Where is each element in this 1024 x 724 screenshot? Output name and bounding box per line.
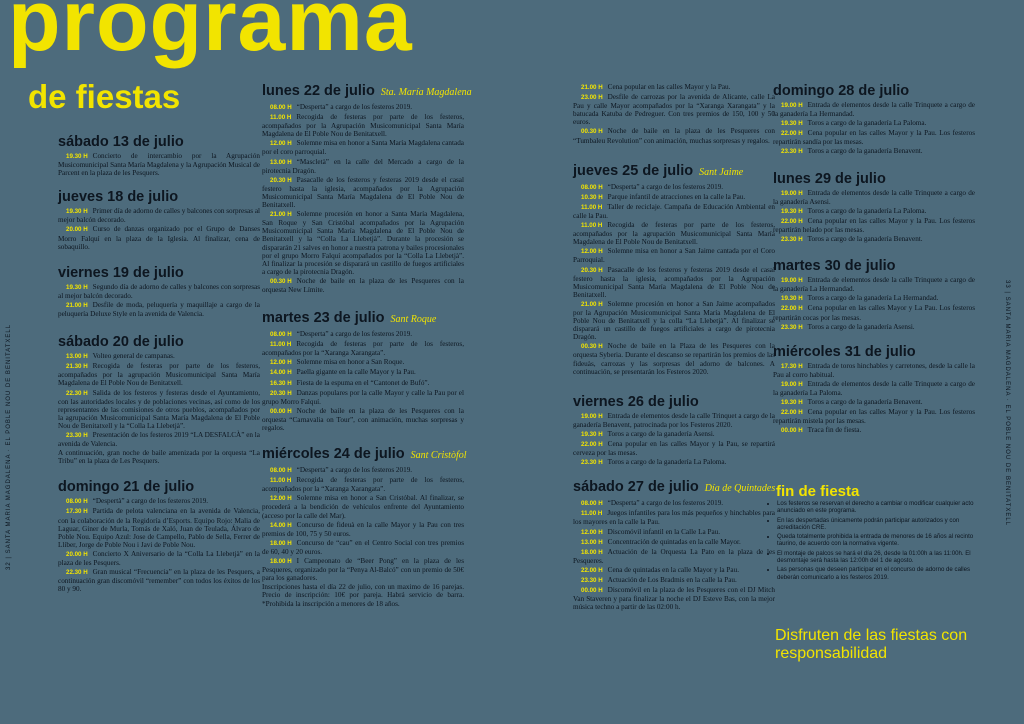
event-item [262,368,464,377]
event-time: 21.00 H [581,300,603,308]
schedule-column-3 [573,83,775,612]
event-time: 23.30 H [781,323,803,331]
page-title: programa [8,0,413,69]
event-time: 22.30 H [66,569,88,577]
event-time: 14.00 H [270,521,292,529]
event-time: 19.30 H [581,430,603,438]
event-item [573,528,775,537]
event-item [773,129,975,146]
fin-item: • En las despertadas únicamente podrán participar autorizados y con acreditación CRE. [777,517,977,532]
event-item [573,548,775,565]
event-text: Segundo día de adorno de calles y balcones con sorpresas al mejor balcón decorado. [58,282,260,300]
event-time: 19.00 H [781,277,803,285]
event-text: Entrada de elementos desde la calle Trinquete a cargo de la ganadería La Paloma. [773,379,975,397]
day-section [573,479,775,611]
event-text: Recogida de festeras por parte de los festeros, acompañados por la “Xaranga Xarangata”. [262,476,464,494]
day-note: A continuación, gran noche de baile amenizada por la orquesta “La Tribu” en la plaza de Les Pesquers. [58,449,260,466]
event-time: 20.30 H [581,266,603,274]
event-text: Toros a cargo de la ganadería La Paloma. [807,119,927,128]
event-text: Cena popular en las calles Mayor y la Pau. [607,83,731,91]
day-title-text: domingo 21 de julio [58,479,195,496]
day-section [58,479,260,593]
event-item [262,210,464,276]
event-time: 11.00 H [270,477,292,485]
event-time: 19.30 H [781,399,803,407]
event-item [58,507,260,548]
day-title-text: sábado 27 de julio [573,479,699,496]
left-margin-text: 32 | SANTA MARIA MAGDALENA · EL POBLE NOU DE BENITATXELL [6,323,12,570]
event-text: Toros a cargo de la ganadería La Paloma. [607,458,727,467]
event-item [58,152,260,177]
event-item [262,139,464,156]
event-text: Taller de reciclaje. Campaña de Educación Ambiental en calle la Pau. [573,202,775,220]
event-text: Solemne procesión en honor a Santa María Magdalena, San Roque y San Cristóbal acompañados por la Agrupación Musicomunicipal Santa María Magdalena de El Poble Nou de Benitatxell y la “Colla La Llebetjà”. Durante la procesión se dispararán 21 salves en honor a nuestra patrona y bailes procesionales por el grupo Morro Falquí acompañados por la “Colla La Llebetjà”. Al finalizar la procesión se disparará un castillo de fuegos artificiales a cargo de la pirotecnia Dragón. [262,210,464,276]
fin-de-fiesta-title: fin de fiesta [776,483,860,500]
event-time: 18.00 H [270,558,292,566]
day-section [58,189,260,250]
event-item [58,550,260,567]
day-title [773,258,975,274]
day-title-text: lunes 22 de julio [262,83,375,99]
event-item [773,426,975,435]
event-item [262,466,464,475]
schedule-column-1 [58,134,260,594]
day-title-text: domingo 28 de julio [773,83,910,99]
saint-name: Sant Jaime [699,166,744,178]
day-title-text: martes 23 de julio [262,310,385,327]
event-text: “Desperta” a cargo de los festeros 2019. [607,499,724,508]
event-text: Primer día de adorno de calles y balcones con sorpresas al mejor balcón decorado. [58,207,260,225]
event-item [58,568,260,593]
schedule-column-4 [773,83,975,436]
day-title-text: sábado 20 de julio [58,334,184,351]
event-text: Solemne misa en honor a San Cristóbal. Al finalizar, se procederá a la bendición de vehículos enfrente del Ayuntamiento (acceso por la calle del Mar). [262,494,464,520]
page-subtitle: de fiestas [28,78,181,115]
event-item [58,431,260,448]
event-item [573,266,775,299]
event-time: 22.00 H [581,441,603,448]
event-text: Discomóvil en la plaza de les Pesqueres con el DJ Mitch Van Staveren y para finalizar la noche el DJ Esteve Bas, con la mejor música techno a partir de las 02:00 h. [573,586,775,612]
fin-item: • Los festeros se reservan el derecho a cambiar o modificar cualquier acto anunciado en este programa. [777,500,977,515]
event-item [262,379,464,388]
day-title-text: jueves 18 de julio [58,189,179,206]
schedule-column-2 [262,83,472,609]
right-margin-text: 33 | SANTA MARIA MAGDALENA · EL POBLE NOU DE BENITATXELL [1004,280,1010,527]
event-text: Concierto de intercambio por la Agrupación Musicomunicipal Santa María Magdalena y la Agrupación Musical de Parcent en la plaza de les Pesquers. [58,152,260,178]
event-item [773,304,975,321]
event-time: 20.00 H [66,226,88,234]
event-time: 19.30 H [66,208,88,216]
event-text: Recogida de festeras por parte de los festeros, acompañados por la “Xaranga Xarangata”. [262,340,464,358]
event-text: Entrada de elementos desde la calle Trinquete a cargo de la ganadería La Hermandad. [773,101,975,119]
event-time: 08.00 H [66,498,88,506]
event-item [573,509,775,526]
day-section [573,163,775,376]
day-section [58,265,260,318]
day-title [573,479,775,497]
event-text: Salida de los festeros y festeras desde el Ayuntamiento, con las autoridades locales y de poblaciones vecinas, así como de los representantes de las comisiones de otros pueblos, acompañados por la agrupación Musicomunicipal Santa María Magdalena de El Poble Nou de Benitatxell y la “Colla La Llebetjà”. [58,388,260,430]
event-item [262,340,464,357]
saint-name: Sta. María Magdalena [380,87,472,98]
event-item [573,458,775,467]
event-text: Recogida de festeras por parte de los festeros, acompañados por la agrupación Musicomunicipal Santa María Magdalena de El Poble Nou de Benitatxell. [573,221,775,247]
event-item [573,440,775,457]
day-section [573,83,775,145]
day-title-text: martes 30 de julio [773,258,896,275]
day-title [58,479,260,495]
event-item [573,499,775,508]
event-item [773,276,975,293]
day-title [773,83,975,99]
event-text: Desfile de moda, peluquería y maquillaje a cargo de la peluquería Deluxe Style en la avenida de Valencia. [58,300,260,319]
event-text: Actuación de Los Bradmis en la calle la Pau. [607,576,737,585]
event-text: Cena popular en las calles Mayor y la Pau. Los festeros repartirán sandía por las mesas. [773,129,975,147]
event-time: 23.30 H [581,577,603,585]
event-item [262,330,464,339]
day-section [773,344,975,436]
saint-name: Día de Quintades [704,483,776,495]
day-title [773,171,975,187]
event-time: 19.00 H [581,412,603,420]
event-time: 12.00 H [270,359,292,367]
fin-item: • El montaje de palcos se hará el día 26, desde la 01:00h a las 11:00h. El desmontaje será hasta las 12:00h del 1 de agosto. [777,550,977,565]
event-text: Solemne misa en honor a Santa María Magdalena cantada por el coro parroquial. [262,139,464,157]
event-time: 08.00 H [270,104,292,111]
event-text: Entrada de elementos desde la calle Trinquete a cargo de la ganadería La Hermandad. [773,276,975,294]
event-item [773,101,975,118]
day-section [262,446,467,608]
day-title-text: viernes 26 de julio [573,393,699,410]
event-text: Recogida de festeras por parte de los festeros, acompañados por la Agrupación Musicomunicipal Santa María Magdalena de El Poble Nou de Benitatxell. [262,113,464,139]
event-time: 13.00 H [270,158,292,166]
event-text: Curso de danzas organizado por el Grupo de Danses Morro Falquí en la plaza de la Iglesia. Al finalizar, cena de sobaquillo. [58,225,260,251]
day-section [773,258,975,332]
day-title [773,344,975,360]
event-time: 08.00 H [270,467,292,475]
event-text: Concurso de fideuà en la calle Mayor y la Pau con tres premios de 100, 75 y 50 euros. [262,520,464,538]
event-time: 19.30 H [781,295,803,303]
event-time: 13.00 H [66,353,88,361]
event-time: 23.30 H [781,148,803,156]
event-text: Toros a cargo de la ganadería Benavent. [807,147,923,156]
event-text: Parque infantil de atracciones en la calle la Pau. [607,192,746,201]
event-item [58,225,260,250]
event-text: Toros a cargo de la ganadería Asensi. [607,429,715,438]
day-section [58,134,260,177]
event-text: Gran musical “Frecuencia” en la plaza de les Pesquers, a continuación gran discomóvil “remember” con todos los éxitos de los 80 y 90. [58,568,260,594]
day-title [262,83,472,101]
day-section [262,83,472,294]
event-item [58,497,260,506]
event-item [262,521,464,538]
fin-de-fiesta-list [768,500,977,583]
fin-item: • Queda totalmente prohibida la entrada de menores de 16 años al recinto taurino, de acuerdo con la normativa vigente. [777,533,977,548]
event-item [262,557,464,582]
event-time: 21.00 H [66,301,88,309]
day-title [58,134,260,150]
event-text: Actuación de la Orquesta La Pato en la plaza de les Pesqueres. [573,547,775,565]
event-text: Toros a cargo de la ganadería La Paloma. [807,206,927,215]
event-time: 11.00 H [270,341,292,349]
day-title [58,265,260,281]
event-time: 00.00 H [270,407,292,415]
event-item [58,207,260,224]
event-time: 23.00 H [581,94,603,102]
event-time: 18.00 H [270,539,292,547]
event-time: 11.00 H [581,222,603,230]
day-section [58,334,260,465]
event-item [573,221,775,246]
event-time: 19.30 H [66,283,88,291]
event-text: Recogida de festeras por parte de los festeros, acompañados por la agrupación Musicomunicipal Santa María Magdalena de El Poble Nou de Benitatxell. [58,362,260,388]
event-time: 19.00 H [781,102,803,109]
day-title-text: jueves 25 de julio [573,162,694,179]
event-item [262,539,464,556]
day-title [573,394,775,410]
event-item [262,494,464,519]
event-text: “Desperta” a cargo de los festeros 2019. [296,466,413,475]
event-text: “Desperta” a cargo de los festeros 2019. [296,330,413,339]
event-time: 08.00 H [581,500,603,508]
event-text: Discomóvil infantil en la Calle La Pau. [607,527,721,536]
event-text: “Mascletà” en la calle del Mercado a cargo de la pirotecnia Dragón. [262,157,464,175]
day-title [58,334,260,350]
event-item [773,398,975,407]
event-text: Paella gigante en la calle Mayor y la Pau. [296,368,416,377]
event-item [573,83,775,92]
event-time: 20.30 H [270,176,292,184]
event-item [573,538,775,547]
event-text: Volteo general de campanas. [92,352,175,361]
event-item [573,247,775,264]
event-item [573,193,775,202]
event-item [573,430,775,439]
event-time: 17.30 H [781,362,803,370]
day-title-text: miércoles 31 de julio [773,343,916,360]
event-item [773,380,975,397]
event-text: Solemne procesión en honor a San Jaime acompañados por la Agrupación Musicomunicipal Santa María Magdalena de El Poble Nou de Benitatxell y la colla “La Llebetjà”. Al finalizar se disparará un castillo de fuegos artificiales a cargo de pirotecnia Dragón. [573,299,775,342]
event-text: Partida de pelota valenciana en la avenida de Valencia, con la colaboración de la Regidoría d’Esports. Equipo Rojo: Malia de Laguar, Giner de Murla, Tomás de Xaló, Juan de Teulada, Álvaro de Poble Nou. Equipo Azul: Jose de Campello, Pablo de Sella, Ferrer de Llíber, Jorge de Poble Nou i Javi de Poble Nou. [58,507,260,549]
event-text: Desfile de carrozas por la avenida de Alicante, calle La Pau y calle Mayor acompañados por la “Xaranga Xarangata” y la batucada Katuba de Pedreguer. Con tres premios de 150, 100 y 50 euros. [573,93,775,127]
event-time: 13.00 H [581,538,603,546]
event-text: “Desperta” a cargo de los festeros 2019. [296,103,413,111]
event-time: 23.30 H [781,236,803,244]
event-text: Cena popular en las calles Mayor y la Pau, se repartirá cerveza por las mesas. [573,440,775,458]
event-time: 17.30 H [66,508,88,516]
event-text: Toros a cargo de la ganadería Asensi. [807,322,915,331]
event-item [573,183,775,192]
event-item [773,235,975,244]
event-item [573,576,775,585]
event-time: 14.00 H [270,369,292,377]
event-item [58,362,260,387]
event-text: Toros a cargo de la ganadería La Hermandad. [807,294,939,303]
closing-message: Disfruten de las fiestas con responsabilidad [775,627,968,662]
event-item [573,412,775,429]
event-text: Concurso de “cau” en el Centro Social con tres premios de 60, 40 y 20 euros. [262,538,464,556]
event-text: Cena popular en las calles Mayor y La Pau. Los festeros repartirán cocas por las mesas. [773,304,975,322]
event-item [262,389,464,406]
event-text: Noche de baile en la plaza de les Pesqueres con la orquesta “Carnavalia on Tour”, con animación, muchas sorpresas y regalos. [262,406,464,432]
event-item [58,301,260,318]
event-item [773,294,975,303]
event-time: 22.00 H [781,130,803,138]
event-time: 19.30 H [781,207,803,215]
event-time: 00.30 H [581,128,603,136]
event-text: Concierto X Aniversario de la “Colla La Llebetjà” en la plaza de les Pesquers. [58,549,260,567]
event-text: Toros a cargo de la ganadería Benavent. [807,398,923,407]
day-title-text: lunes 29 de julio [773,170,886,187]
event-item [773,147,975,156]
event-text: Solemne misa en honor a San Roque. [296,358,405,367]
event-time: 19.00 H [781,380,803,388]
day-title [262,310,464,328]
event-time: 20.00 H [66,550,88,558]
event-time: 19.30 H [781,120,803,128]
event-text: “Despertà” a cargo de los festeros 2019. [92,497,209,506]
event-time: 20.30 H [270,389,292,397]
event-text: “Desperta” a cargo de los festeros 2019. [607,182,724,191]
event-text: Entrada de elementos desde la calle Trinquete a cargo de la ganadería Asensi. [773,188,975,206]
event-text: Pasacalle de los festeros y festeras 2019 desde el casal festero hasta la iglesia, acompañados por la Agrupación Musicomunicipal Santa María Magdalena de El Poble Nou de Benitatxell. [573,265,775,299]
event-text: Cena popular en las calles Mayor y la Pau. Los festeros repartirán mistela por las mesas. [773,408,975,426]
event-item [573,300,775,341]
day-section [573,394,775,468]
event-item [773,119,975,128]
event-item [573,566,775,575]
day-title [58,189,260,205]
day-title [262,446,467,464]
event-time: 21.00 H [270,211,292,219]
event-text: Noche de baile en la plaza de les Pesqueres con la orquesta New Límite. [262,276,464,294]
event-item [262,476,464,493]
event-time: 23.30 H [66,431,88,439]
day-title-text: viernes 19 de julio [58,264,184,281]
event-time: 12.00 H [270,140,292,148]
event-time: 00.00 H [781,427,803,435]
event-item [573,93,775,126]
event-time: 00.30 H [270,277,292,285]
event-text: Solemne misa en honor a San Jaime cantada por el Coro Parroquial. [573,247,775,265]
event-time: 23.30 H [581,459,603,467]
event-time: 22.00 H [781,409,803,417]
event-time: 22.00 H [781,217,803,225]
event-item [773,207,975,216]
event-text: Entrada de toros hinchables y carretones, desde la calle la Pau al corro habitual. [773,361,975,379]
event-item [58,352,260,361]
event-item [773,189,975,206]
event-time: 19.30 H [66,153,88,160]
event-item [573,342,775,375]
event-time: 00.00 H [581,587,603,595]
event-item [58,389,260,430]
day-section [773,171,975,245]
event-text: Fiesta de la espuma en el “Cantonet de Bufó”. [296,378,430,387]
event-item [773,408,975,425]
event-item [262,158,464,175]
saint-name: Sant Cristòfol [410,450,467,462]
event-time: 12.00 H [581,248,603,256]
saint-name: Sant Roque [390,314,437,326]
event-item [262,277,464,294]
event-time: 12.00 H [270,495,292,503]
event-time: 16.30 H [270,379,292,387]
event-time: 18.00 H [581,548,603,556]
fin-item: • Las personas que deseen participar en el concurso de adorno de calles deberán comunicarlo a los festeros 2019. [777,566,977,581]
event-item [773,217,975,234]
event-text: I Campeonato de “Beer Pong” en la plaza de les Pesqueres, organizado por la “Penya Al-Balcó” con un premio de 50€ para los ganadores. [262,557,464,583]
event-text: Danzas populares por la calle Mayor y calle la Pau por el grupo Morro Falquí. [262,388,464,406]
event-time: 21.00 H [581,84,603,91]
event-item [773,362,975,379]
day-section [262,310,464,432]
event-time: 11.00 H [581,510,603,518]
event-item [58,283,260,300]
event-text: Toros a cargo de la ganadería Benavent. [807,235,923,244]
event-item [573,127,775,144]
event-text: Entrada de elementos desde la calle Trinquet a cargo de la ganadería Benavent, patrocinada por los Festeros 2020. [573,411,775,429]
event-item [262,407,464,432]
event-text: Presentación de los festeros 2019 “LA DESFALCÀ” en la avenida de Valencia. [58,430,260,449]
day-title [573,163,775,181]
event-time: 12.00 H [581,528,603,536]
event-time: 19.00 H [781,189,803,197]
event-time: 00.30 H [581,343,603,351]
event-text: Juegos infantiles para los más pequeños y hinchables para los mayores en la calle la Pau. [573,509,775,527]
day-note: Inscripciones hasta el día 22 de julio, con un maximo de 16 parejas. Precio de inscripción: 10€ por pareja. Habrá servicio de barra. *Prohibida la inscripción a menores de 18 años. [262,583,464,608]
event-text: Traca fin de fiesta. [807,426,862,435]
event-time: 11.00 H [581,203,603,211]
day-title-text: miércoles 24 de julio [262,446,405,463]
event-text: Pasacalle de los festeros y festeras 2019 desde el casal festero hasta la iglesia, acompañados por la Agrupación Musicomunicipal Santa María Magdalena de El Poble Nou de Benitatxell. [262,175,464,210]
event-time: 08.00 H [581,183,603,191]
event-time: 22.00 H [581,566,603,574]
day-title-text: sábado 13 de julio [58,134,184,150]
event-item [573,586,775,611]
event-text: Noche de baile en la plaza de les Pesqueres con “Tumbaleu Revolution” con animación, muchas sorpresas y regalos. [573,127,775,145]
event-time: 22.00 H [781,305,803,313]
event-text: Concentración de quintadas en la calle Mayor. [607,537,741,546]
event-time: 22.30 H [66,389,88,397]
day-section [773,83,975,157]
event-time: 11.00 H [270,114,292,122]
event-time: 21.30 H [66,363,88,371]
event-item [262,176,464,209]
event-item [262,358,464,367]
event-item [262,113,464,138]
event-text: Noche de baile en la Plaza de les Pesqueres con la orquesta Syberia. Durante el descanso se repartirán los premios de las fideuàs, carrozas y las sorpresas del adorno de balcones. A continuación, se presentarán los Festeros 2020. [573,342,775,376]
event-text: Cena popular en las calles Mayor y la Pau. Los festeros repartirán helado por las mesas. [773,216,975,234]
event-text: Cena de quintadas en la calle Mayor y la Pau. [607,565,739,574]
event-item [573,203,775,220]
event-item [262,103,464,112]
event-time: 10.30 H [581,193,603,201]
event-item [773,323,975,332]
event-time: 08.00 H [270,331,292,339]
